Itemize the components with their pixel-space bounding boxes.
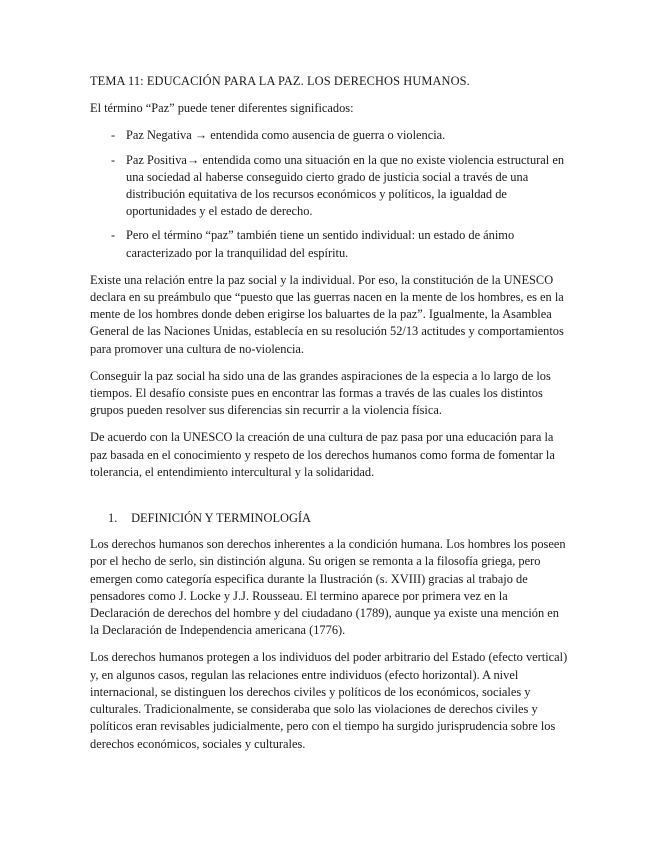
document-title: TEMA 11: EDUCACIÓN PARA LA PAZ. LOS DERECHOS HUMANOS. [90,74,470,88]
list-item-text: Paz Negativa → entendida como ausencia de guerra o violencia. [126,128,446,143]
intro-paragraph: El término “Paz” puede tener diferentes significados: [90,101,354,116]
section-title: DEFINICIÓN Y TERMINOLOGÍA [131,511,311,526]
section-heading [90,510,570,527]
list-item [90,127,570,144]
body-paragraph: Existe una relación entre la paz social y la individual. Por eso, la constitución de la UNESCO declara en su preámbulo que “puesto que las guerras nacen en la mente de los hombres, es en la mente de los hombres donde deben erigirse los baluartes de la paz”. Igualmente, la Asamblea General de las Naciones Unidas, establecía en su resolución 52/13 actitudes y comportamientos para promover una cultura de no-violencia. [90,272,564,356]
dash-bullet: - [111,152,116,167]
section-paragraph: Los derechos humanos protegen a los individuos del poder arbitrario del Estado (efecto vertical) y, en algunos casos, regulan las relaciones entre individuos (efecto horizontal). A nivel internacional, se distinguen los derechos civiles y políticos de los económicos, sociales y culturales. Tradicionalmente, se consideraba que solo las violaciones de derechos civiles y políticos eran revisables judicialmente, pero con el tiempo ha surgido jurisprudencia sobre los derechos económicos, sociales y culturales. [90,650,568,751]
body-paragraph: Conseguir la paz social ha sido una de las grandes aspiraciones de la especia a lo largo de los tiempos. El desafío consiste pues en encontrar las formas a través de las cuales los distintos grupos pueden resolver sus diferencias sin recurrir a la violencia física. [90,368,551,418]
document-body [90,73,570,763]
list-item [90,152,570,221]
list-item-text: Paz Positiva→ entendida como una situación en la que no existe violencia estructural en una sociedad al haberse conseguido cierto grado de justicia social a través de una distribución equitativa de los recursos económicos y políticos, la igualdad de oportunidades y el estado de derecho. [126,152,565,219]
list-item-text: Pero el término “paz” también tiene un sentido individual: un estado de ánimo caracterizado por la tranquilidad del espíritu. [126,228,515,260]
section-number: 1. [108,511,118,526]
section-paragraph: Los derechos humanos son derechos inherentes a la condición humana. Los hombres los poseen por el hecho de serlo, sin distinción alguna. Su origen se remonta a la filosofía griega, pero emergen como categoría especifica durante la Ilustración (s. XVIII) gracias al trabajo de pensadores como J. Locke y J.J. Rousseau. El termino aparece por primera vez en la Declaración de derechos del hombre y del ciudadano (1789), aunque ya existe una mención en la Declaración de Independencia americana (1776). [90,537,566,638]
dash-bullet: - [111,228,116,243]
dash-bullet: - [111,128,116,143]
body-paragraph: De acuerdo con la UNESCO la creación de una cultura de paz pasa por una educación para la paz basada en el conocimiento y respeto de los derechos humanos como forma de fomentar la tolerancia, el entendimiento intercultural y la solidaridad. [90,430,555,479]
list-item [90,227,570,261]
meanings-list [90,127,570,261]
